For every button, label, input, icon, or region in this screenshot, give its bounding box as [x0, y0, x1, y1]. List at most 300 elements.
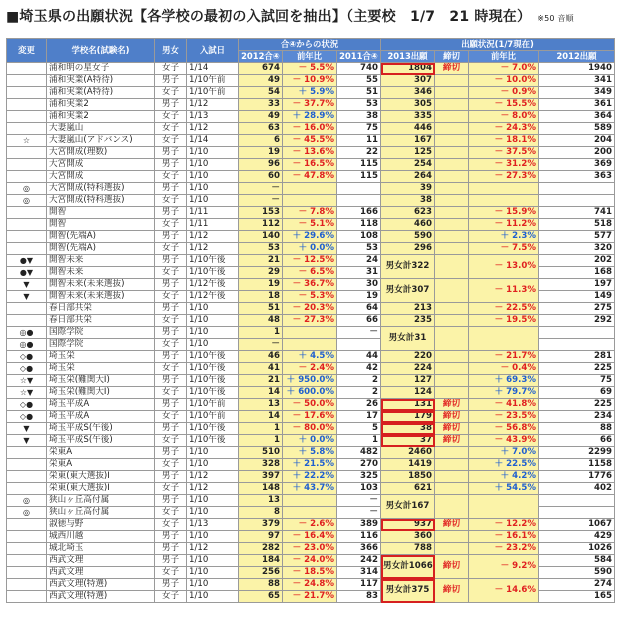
table-row — [7, 171, 615, 183]
applications-2013-yoy: － 21.7% — [469, 351, 539, 363]
exam-date: 1/11 — [187, 207, 239, 219]
gender: 女子 — [155, 483, 187, 495]
change-mark: ◎ — [7, 507, 47, 519]
mock-2012: 97 — [239, 531, 283, 543]
closed-label — [435, 87, 469, 99]
school-name: 大妻嵐山(アドバンス) — [47, 135, 155, 147]
exam-date: 1/12 — [187, 243, 239, 255]
mock-2012: 13 — [239, 399, 283, 411]
exam-date: 1/12午後 — [187, 279, 239, 291]
mock-2012: － — [239, 195, 283, 207]
table-row — [7, 207, 615, 219]
exam-date: 1/10 — [187, 591, 239, 603]
school-name: 開智 — [47, 219, 155, 231]
gender: 男子 — [155, 399, 187, 411]
closed-label — [435, 387, 469, 399]
applications-2013: 590 — [381, 231, 435, 243]
applications-2012: 197 — [539, 279, 615, 291]
applications-2012: 88 — [539, 423, 615, 435]
exam-date: 1/12午後 — [187, 291, 239, 303]
mock-2011 — [337, 183, 381, 195]
mock-2012-yoy: － 24.0% — [283, 555, 337, 567]
change-mark: ◇● — [7, 363, 47, 375]
mock-2012: 21 — [239, 255, 283, 267]
mock-2012: 1 — [239, 435, 283, 447]
mock-2012: － — [239, 183, 283, 195]
mock-2011: 314 — [337, 567, 381, 579]
change-mark — [7, 219, 47, 231]
applications-2012: 1940 — [539, 63, 615, 75]
closed-label — [435, 195, 469, 207]
mock-2012: 112 — [239, 219, 283, 231]
mock-2012-yoy: － 12.5% — [283, 255, 337, 267]
applications-2013: 男女計307 — [381, 279, 435, 303]
school-name: 狭山ヶ丘高付属 — [47, 495, 155, 507]
change-mark: ☆▼ — [7, 375, 47, 387]
gender: 男子 — [155, 159, 187, 171]
gender: 男子 — [155, 75, 187, 87]
exam-date: 1/13 — [187, 519, 239, 531]
applications-2012: 1158 — [539, 459, 615, 471]
closed-label — [435, 363, 469, 375]
mock-2012-yoy: － 45.5% — [283, 135, 337, 147]
applications-2013: 男女計322 — [381, 255, 435, 279]
applications-2012: 361 — [539, 99, 615, 111]
mock-2011: 31 — [337, 267, 381, 279]
table-row — [7, 375, 615, 387]
school-name: 埼玉栄(難関大Ⅰ) — [47, 387, 155, 399]
gender: 男子 — [155, 447, 187, 459]
applications-2013: 127 — [381, 375, 435, 387]
applications-2012: 234 — [539, 411, 615, 423]
table-row — [7, 279, 615, 291]
mock-2012: 60 — [239, 171, 283, 183]
mock-2012: 256 — [239, 567, 283, 579]
mock-2012-yoy: ＋ 0.0% — [283, 243, 337, 255]
applications-2013: 220 — [381, 351, 435, 363]
mock-2012-yoy: ＋ 4.5% — [283, 351, 337, 363]
exam-date: 1/10 — [187, 147, 239, 159]
school-name: 浦和実業(A特待) — [47, 87, 155, 99]
closed-label: 締切 — [435, 519, 469, 531]
school-name: 浦和実業2 — [47, 99, 155, 111]
mock-2012-yoy: ＋ 29.6% — [283, 231, 337, 243]
change-mark: ◎ — [7, 195, 47, 207]
table-row — [7, 423, 615, 435]
school-name: 春日部共栄 — [47, 303, 155, 315]
mock-2011: 108 — [337, 231, 381, 243]
gender: 男子 — [155, 327, 187, 339]
applications-2013: 男女計167 — [381, 495, 435, 519]
col-group-2012: 合④からの状況 — [239, 39, 381, 51]
school-name: 大妻嵐山 — [47, 123, 155, 135]
mock-2012: 51 — [239, 303, 283, 315]
mock-2012-yoy: － 13.6% — [283, 147, 337, 159]
applications-2013-yoy: － 18.1% — [469, 135, 539, 147]
mock-2011: 366 — [337, 543, 381, 555]
mock-2012: 510 — [239, 447, 283, 459]
applications-2012: 584 — [539, 555, 615, 567]
mock-2012-yoy: － 7.8% — [283, 207, 337, 219]
applications-2013-yoy: － 12.2% — [469, 519, 539, 531]
applications-2013: 235 — [381, 315, 435, 327]
applications-2012: 202 — [539, 255, 615, 267]
exam-date: 1/14 — [187, 63, 239, 75]
mock-2011: 740 — [337, 63, 381, 75]
table-row — [7, 483, 615, 495]
closed-label — [435, 147, 469, 159]
table-row — [7, 411, 615, 423]
mock-2012-yoy: － 36.7% — [283, 279, 337, 291]
change-mark — [7, 531, 47, 543]
closed-label — [435, 327, 469, 351]
gender: 男子 — [155, 303, 187, 315]
table-row — [7, 399, 615, 411]
mock-2012: 19 — [239, 147, 283, 159]
change-mark — [7, 315, 47, 327]
table-row — [7, 543, 615, 555]
school-name: 狭山ヶ丘高付属 — [47, 507, 155, 519]
col-2012-apps: 2012出願 — [539, 51, 615, 63]
table-row — [7, 195, 615, 207]
mock-2012-yoy: － 10.9% — [283, 75, 337, 87]
mock-2012: 33 — [239, 99, 283, 111]
table-body — [7, 63, 615, 603]
applications-2013: 346 — [381, 87, 435, 99]
applications-2013-yoy: － 14.6% — [469, 579, 539, 603]
table-row — [7, 315, 615, 327]
change-mark: ●▼ — [7, 267, 47, 279]
applications-2012: 225 — [539, 363, 615, 375]
closed-label: 締切 — [435, 399, 469, 411]
exam-date: 1/10 — [187, 567, 239, 579]
applications-2013: 124 — [381, 387, 435, 399]
mock-2012: 49 — [239, 111, 283, 123]
gender: 女子 — [155, 171, 187, 183]
mock-2012: 18 — [239, 291, 283, 303]
exam-date: 1/10午後 — [187, 435, 239, 447]
table-row — [7, 363, 615, 375]
gender: 女子 — [155, 267, 187, 279]
applications-2012: 149 — [539, 291, 615, 303]
closed-label — [435, 543, 469, 555]
exam-date: 1/10午後 — [187, 363, 239, 375]
mock-2012: 14 — [239, 387, 283, 399]
applications-2012: 741 — [539, 207, 615, 219]
gender: 女子 — [155, 63, 187, 75]
school-name: 栄東(東大選抜)Ⅰ — [47, 471, 155, 483]
applications-2012: 200 — [539, 147, 615, 159]
change-mark: ◎ — [7, 183, 47, 195]
applications-2012: 364 — [539, 111, 615, 123]
closed-label — [435, 111, 469, 123]
school-name: 埼玉平成A — [47, 411, 155, 423]
applications-2013: 2460 — [381, 447, 435, 459]
mock-2012: 282 — [239, 543, 283, 555]
mock-2012: 49 — [239, 75, 283, 87]
table-row — [7, 147, 615, 159]
exam-date: 1/10午後 — [187, 255, 239, 267]
applications-2013: 307 — [381, 75, 435, 87]
change-mark — [7, 231, 47, 243]
closed-label — [435, 135, 469, 147]
closed-label — [435, 531, 469, 543]
school-name: 開智(先端A) — [47, 231, 155, 243]
mock-2011: 2 — [337, 375, 381, 387]
closed-label: 締切 — [435, 63, 469, 75]
applications-2013: 37 — [381, 435, 435, 447]
exam-date: 1/10 — [187, 159, 239, 171]
mock-2012: 41 — [239, 363, 283, 375]
applications-2012: 168 — [539, 267, 615, 279]
school-name: 大宮開成(特科選抜) — [47, 195, 155, 207]
mock-2012: 48 — [239, 315, 283, 327]
closed-label — [435, 171, 469, 183]
mock-2011: 66 — [337, 315, 381, 327]
applications-2013: 335 — [381, 111, 435, 123]
mock-2012-yoy: ＋ 5.8% — [283, 447, 337, 459]
applications-2012 — [539, 195, 615, 207]
applications-2013: 224 — [381, 363, 435, 375]
applications-2013-yoy: － 22.5% — [469, 303, 539, 315]
mock-2011: 30 — [337, 279, 381, 291]
mock-2011: 75 — [337, 123, 381, 135]
applications-2013: 446 — [381, 123, 435, 135]
change-mark — [7, 63, 47, 75]
col-2013-apps: 2013出願 — [381, 51, 435, 63]
gender: 男子 — [155, 531, 187, 543]
change-mark: ◇● — [7, 399, 47, 411]
exam-date: 1/12 — [187, 99, 239, 111]
closed-label — [435, 123, 469, 135]
applications-2013: 1804 — [381, 63, 435, 75]
applications-2012: 341 — [539, 75, 615, 87]
mock-2012: 53 — [239, 243, 283, 255]
mock-2011: 166 — [337, 207, 381, 219]
applications-2013: 179 — [381, 411, 435, 423]
change-mark — [7, 243, 47, 255]
mock-2012-yoy: － 23.0% — [283, 543, 337, 555]
col-school: 学校名(試験名) — [47, 39, 155, 63]
table-row — [7, 75, 615, 87]
table-row — [7, 447, 615, 459]
mock-2012-yoy: － 24.8% — [283, 579, 337, 591]
exam-date: 1/10 — [187, 495, 239, 507]
applications-2013-yoy: － 24.3% — [469, 123, 539, 135]
col-gender: 男女 — [155, 39, 187, 63]
table-row — [7, 123, 615, 135]
mock-2011: 11 — [337, 135, 381, 147]
mock-2012-yoy: － 5.5% — [283, 63, 337, 75]
applications-2013: 264 — [381, 171, 435, 183]
exam-date: 1/10 — [187, 579, 239, 591]
school-name: 埼玉栄 — [47, 363, 155, 375]
mock-2011: － — [337, 495, 381, 507]
applications-2012: 1776 — [539, 471, 615, 483]
closed-label — [435, 483, 469, 495]
gender: 男子 — [155, 471, 187, 483]
mock-2012: 397 — [239, 471, 283, 483]
school-name: 埼玉平成A — [47, 399, 155, 411]
exam-date: 1/10午前 — [187, 75, 239, 87]
school-name: 開智未来 — [47, 267, 155, 279]
mock-2012-yoy: － 20.3% — [283, 303, 337, 315]
applications-2013: 1850 — [381, 471, 435, 483]
gender: 女子 — [155, 363, 187, 375]
exam-date: 1/10午後 — [187, 423, 239, 435]
closed-label — [435, 303, 469, 315]
exam-date: 1/12 — [187, 543, 239, 555]
mock-2012-yoy: － 16.4% — [283, 531, 337, 543]
applications-2013: 131 — [381, 399, 435, 411]
applications-2013: 39 — [381, 183, 435, 195]
change-mark — [7, 447, 47, 459]
applications-2012: 518 — [539, 219, 615, 231]
exam-date: 1/13 — [187, 111, 239, 123]
closed-label — [435, 75, 469, 87]
mock-2012: 1 — [239, 327, 283, 339]
school-name: 西武文理 — [47, 567, 155, 579]
school-name: 開智 — [47, 207, 155, 219]
gender: 女子 — [155, 87, 187, 99]
mock-2012-yoy: ＋ 21.5% — [283, 459, 337, 471]
mock-2011: 103 — [337, 483, 381, 495]
gender: 女子 — [155, 111, 187, 123]
mock-2012: 65 — [239, 591, 283, 603]
applications-2012: 369 — [539, 159, 615, 171]
col-exam-date: 入試日 — [187, 39, 239, 63]
school-name: 埼玉平成S(午後) — [47, 435, 155, 447]
table-row — [7, 555, 615, 567]
col-2012-yoy: 前年比 — [283, 51, 337, 63]
closed-label — [435, 207, 469, 219]
mock-2012: 46 — [239, 351, 283, 363]
gender: 男子 — [155, 423, 187, 435]
mock-2012: 379 — [239, 519, 283, 531]
school-name: 国際学院 — [47, 327, 155, 339]
mock-2011 — [337, 339, 381, 351]
school-name: 開智未来(未来選抜) — [47, 291, 155, 303]
applications-2013-yoy: － 56.8% — [469, 423, 539, 435]
change-mark: ◎ — [7, 495, 47, 507]
mock-2012: 19 — [239, 279, 283, 291]
table-row — [7, 327, 615, 339]
mock-2012-yoy: － 5.3% — [283, 291, 337, 303]
applications-2012 — [539, 327, 615, 339]
change-mark: ▼ — [7, 291, 47, 303]
col-change: 変更 — [7, 39, 47, 63]
mock-2012: 88 — [239, 579, 283, 591]
mock-2011: 55 — [337, 75, 381, 87]
table-row — [7, 459, 615, 471]
applications-2013: 360 — [381, 531, 435, 543]
mock-2011: 118 — [337, 219, 381, 231]
mock-2012: 148 — [239, 483, 283, 495]
change-mark — [7, 147, 47, 159]
applications-2013: 38 — [381, 195, 435, 207]
mock-2011: 38 — [337, 111, 381, 123]
mock-2012-yoy: ＋ 600.0% — [283, 387, 337, 399]
mock-2011: 19 — [337, 291, 381, 303]
gender: 男子 — [155, 99, 187, 111]
change-mark — [7, 483, 47, 495]
change-mark — [7, 591, 47, 603]
applications-2012: 204 — [539, 135, 615, 147]
applications-2013-yoy: － 0.4% — [469, 363, 539, 375]
closed-label — [435, 99, 469, 111]
exam-date: 1/10 — [187, 531, 239, 543]
applications-2012: 225 — [539, 399, 615, 411]
mock-2012-yoy: － 27.3% — [283, 315, 337, 327]
mock-2012-yoy: － 2.4% — [283, 363, 337, 375]
mock-2012: 184 — [239, 555, 283, 567]
applications-2013: 788 — [381, 543, 435, 555]
col-group-2013: 出願状況(1/7現在) — [381, 39, 615, 51]
applications-2013-yoy: － 37.5% — [469, 147, 539, 159]
exam-date: 1/10午後 — [187, 351, 239, 363]
school-name: 浦和実業(A特待) — [47, 75, 155, 87]
exam-date: 1/10 — [187, 339, 239, 351]
closed-label: 締切 — [435, 555, 469, 579]
closed-label — [435, 471, 469, 483]
exam-date: 1/10午後 — [187, 375, 239, 387]
mock-2012-yoy: － 80.0% — [283, 423, 337, 435]
change-mark: ◇● — [7, 351, 47, 363]
school-name: 城北埼玉 — [47, 543, 155, 555]
mock-2011: 242 — [337, 555, 381, 567]
applications-2012 — [539, 507, 615, 519]
change-mark: ◇● — [7, 411, 47, 423]
applications-2013: 男女計375 — [381, 579, 435, 603]
applications-2012 — [539, 339, 615, 351]
applications-2013-yoy: － 15.5% — [469, 99, 539, 111]
applications-2013-yoy: － 19.5% — [469, 315, 539, 327]
closed-label — [435, 231, 469, 243]
change-mark — [7, 207, 47, 219]
applications-2013: 460 — [381, 219, 435, 231]
mock-2011: 22 — [337, 147, 381, 159]
school-name: 国際学院 — [47, 339, 155, 351]
change-mark — [7, 123, 47, 135]
mock-2012-yoy — [283, 327, 337, 339]
applications-2013-yoy — [469, 183, 539, 195]
applications-2013-yoy: ＋ 2.3% — [469, 231, 539, 243]
mock-2011: 117 — [337, 579, 381, 591]
applications-2013: 男女計31 — [381, 327, 435, 351]
mock-2012: 140 — [239, 231, 283, 243]
change-mark: ▼ — [7, 279, 47, 291]
closed-label — [435, 219, 469, 231]
applications-2012 — [539, 495, 615, 507]
mock-2012: 328 — [239, 459, 283, 471]
table-row — [7, 99, 615, 111]
mock-2012: 29 — [239, 267, 283, 279]
school-name: 開智未来 — [47, 255, 155, 267]
exam-date: 1/10 — [187, 507, 239, 519]
gender: 男子 — [155, 543, 187, 555]
mock-2012-yoy: － 2.6% — [283, 519, 337, 531]
applications-2013: 167 — [381, 135, 435, 147]
applications-2013-yoy: ＋ 4.2% — [469, 471, 539, 483]
applications-2013-yoy: ＋ 69.3% — [469, 375, 539, 387]
change-mark — [7, 459, 47, 471]
applications-2012: 577 — [539, 231, 615, 243]
change-mark: ◎● — [7, 327, 47, 339]
mock-2012-yoy — [283, 195, 337, 207]
applications-2013: 621 — [381, 483, 435, 495]
mock-2012-yoy: － 37.7% — [283, 99, 337, 111]
mock-2012-yoy: ＋ 28.9% — [283, 111, 337, 123]
